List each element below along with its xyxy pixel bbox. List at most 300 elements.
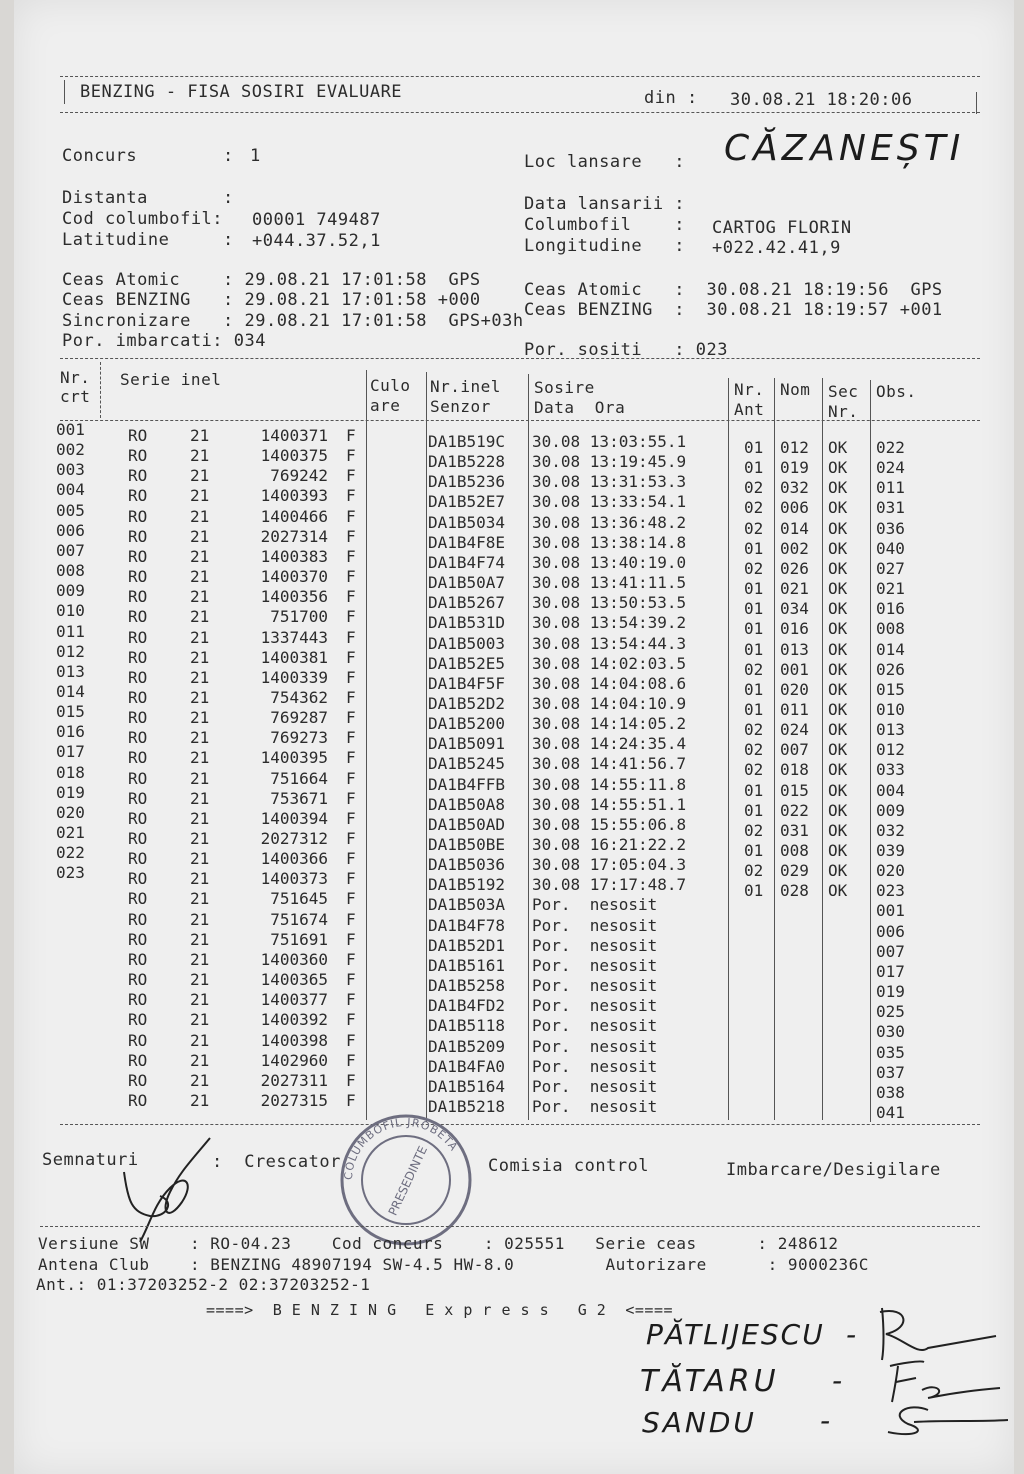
cell-an: 21	[190, 929, 210, 949]
cell-sex: F	[346, 970, 356, 990]
cell-obs: 021	[876, 579, 905, 599]
cell-senzor: DA1B5228	[428, 452, 506, 472]
cell-obs: 038	[876, 1082, 905, 1102]
commission-signatures	[868, 1298, 1008, 1448]
cell-sec: OK	[828, 538, 848, 558]
cell-ant: 02	[744, 760, 764, 780]
cell-tara: RO	[128, 990, 148, 1010]
cell-obs: 040	[876, 538, 905, 558]
cell-obs: 019	[876, 982, 905, 1002]
cell-sex: F	[346, 687, 356, 707]
cell-ant: 02	[744, 558, 764, 578]
ceas-atomic-end: Ceas Atomic : 30.08.21 18:19:56 GPS	[524, 280, 943, 300]
cell-sosire: 30.08 13:54:44.3	[532, 633, 687, 653]
cell-inel: 1337443	[260, 627, 328, 647]
cell-sosire: 30.08 14:02:03.5	[532, 653, 687, 673]
cell-tara: RO	[128, 768, 148, 788]
cell-inel: 751700	[270, 607, 328, 627]
cell-ant: 01	[744, 599, 764, 619]
cell-nr: 017	[56, 742, 85, 762]
cell-nr: 011	[56, 621, 85, 641]
cell-ant: 01	[744, 538, 764, 558]
cell-sec: OK	[828, 800, 848, 820]
cell-an: 21	[190, 849, 210, 869]
cell-nr: 016	[56, 722, 85, 742]
cell-sosire: 30.08 13:41:11.5	[532, 573, 687, 593]
cell-an: 21	[190, 687, 210, 707]
cell-an: 21	[190, 486, 210, 506]
cell-nr: 005	[56, 500, 85, 520]
data-lansarii-label: Data lansarii :	[524, 194, 686, 214]
cell-nom: 007	[780, 740, 809, 760]
cell-inel: 1400383	[260, 546, 328, 566]
cell-obs: 035	[876, 1042, 905, 1062]
cell-nom: 006	[780, 498, 809, 518]
cell-sex: F	[346, 808, 356, 828]
cell-sex: F	[346, 708, 356, 728]
col-nom: Nom	[780, 380, 811, 399]
cell-an: 21	[190, 627, 210, 647]
cell-tara: RO	[128, 849, 148, 869]
cell-senzor: DA1B5091	[428, 734, 506, 754]
cell-sex: F	[346, 486, 356, 506]
col-obs: Obs.	[876, 382, 917, 401]
cell-ant: 02	[744, 498, 764, 518]
columbofil-label: Columbofil :	[524, 215, 686, 235]
cell-tara: RO	[128, 1010, 148, 1030]
cell-obs: 012	[876, 740, 905, 760]
header-top-rule	[60, 76, 980, 77]
cell-inel: 751664	[270, 768, 328, 788]
cell-an: 21	[190, 667, 210, 687]
cell-inel: 751691	[270, 929, 328, 949]
cell-nr: 013	[56, 661, 85, 681]
cell-obs: 023	[876, 881, 905, 901]
cell-sosire: 30.08 16:21:22.2	[532, 835, 687, 854]
cell-tara: RO	[128, 929, 148, 949]
cell-tara: RO	[128, 970, 148, 990]
cell-an: 21	[190, 990, 210, 1010]
col-nr-ant: Nr. Ant	[734, 380, 765, 419]
cell-sosire: Por. nesosit	[532, 1036, 658, 1056]
long-value: +022.42.41,9	[712, 238, 841, 258]
cell-inel: 1400392	[260, 1010, 328, 1030]
cell-sex: F	[346, 587, 356, 607]
stamp-outer-text: COLUMBOFIL JROBETA	[341, 1115, 461, 1181]
cell-an: 21	[190, 728, 210, 748]
cell-sex: F	[346, 1030, 356, 1050]
cell-obs: 025	[876, 1002, 905, 1022]
cell-sosire: Por. nesosit	[532, 1016, 658, 1036]
distanta-label: Distanta :	[62, 188, 234, 208]
cell-nr: 021	[56, 823, 85, 842]
cell-tara: RO	[128, 627, 148, 647]
cell-sex: F	[346, 929, 356, 949]
cell-nom: 011	[780, 699, 809, 719]
cell-an: 21	[190, 1070, 210, 1090]
header-right-border	[976, 92, 977, 114]
cell-an: 21	[190, 869, 210, 889]
cell-an: 21	[190, 567, 210, 587]
cell-an: 21	[190, 808, 210, 828]
cell-obs: 013	[876, 720, 905, 740]
cell-nr: 023	[56, 863, 85, 883]
cell-senzor: DA1B52E5	[428, 653, 506, 673]
cell-sosire: 30.08 14:04:10.9	[532, 693, 687, 713]
cell-senzor: DA1B5258	[428, 976, 506, 996]
cell-inel: 1400370	[260, 567, 328, 587]
cell-an: 21	[190, 446, 210, 466]
cell-obs: 008	[876, 619, 905, 639]
cell-senzor: DA1B50A8	[428, 794, 506, 814]
cell-nom: 013	[780, 639, 809, 659]
cell-tara: RO	[128, 546, 148, 566]
cell-inel: 1400375	[260, 446, 328, 466]
cell-an: 21	[190, 1010, 210, 1030]
cell-sec: OK	[828, 518, 848, 538]
cell-inel: 1400365	[260, 970, 328, 990]
cell-nr: 019	[56, 782, 85, 802]
cell-obs: 006	[876, 921, 905, 941]
cell-obs: 011	[876, 478, 905, 498]
cell-nom: 012	[780, 438, 809, 457]
cell-tara: RO	[128, 446, 148, 466]
cell-sec: OK	[828, 579, 848, 599]
cell-ant: 01	[744, 639, 764, 659]
long-label: Longitudine :	[524, 236, 686, 256]
antena-line: Antena Club : BENZING 48907194 SW-4.5 HW-8.0 Autorizare : 9000236C	[38, 1255, 869, 1274]
cell-sex: F	[346, 426, 356, 445]
cell-sosire: 30.08 14:55:11.8	[532, 774, 687, 794]
cell-sosire: Por. nesosit	[532, 996, 658, 1016]
cell-senzor: DA1B5192	[428, 875, 506, 895]
cell-senzor: DA1B5218	[428, 1096, 506, 1116]
date-value: 30.08.21 18:20:06	[730, 90, 913, 110]
cell-tara: RO	[128, 1090, 148, 1110]
cell-tara: RO	[128, 426, 148, 445]
cell-nr: 018	[56, 762, 85, 782]
cell-sec: OK	[828, 438, 848, 457]
cell-an: 21	[190, 647, 210, 667]
cell-inel: 1400393	[260, 486, 328, 506]
por-sositi: Por. sositi : 023	[524, 340, 728, 360]
cell-tara: RO	[128, 708, 148, 728]
cod-value: 00001 749487	[252, 210, 381, 230]
cell-nr: 009	[56, 581, 85, 601]
cell-senzor: DA1B5118	[428, 1016, 506, 1036]
cell-tara: RO	[128, 687, 148, 707]
cell-obs: 017	[876, 961, 905, 981]
table-row	[14, 1090, 1014, 1122]
header-bottom-rule	[60, 112, 980, 113]
cell-ant: 01	[744, 780, 764, 800]
cell-nom: 026	[780, 558, 809, 578]
loc-value-handwritten: CĂZANEȘTI	[724, 128, 965, 169]
cell-nom: 024	[780, 720, 809, 740]
cell-inel: 754362	[270, 687, 328, 707]
cell-nom: 029	[780, 861, 809, 881]
cell-tara: RO	[128, 607, 148, 627]
cell-an: 21	[190, 949, 210, 969]
cell-senzor: DA1B4F74	[428, 552, 506, 572]
cell-nr: 015	[56, 702, 85, 722]
cell-sex: F	[346, 627, 356, 647]
cell-sex: F	[346, 788, 356, 808]
cell-sosire: 30.08 14:55:51.1	[532, 794, 687, 814]
cell-sosire: Por. nesosit	[532, 955, 658, 975]
lat-label: Latitudine :	[62, 230, 234, 250]
cell-senzor: DA1B4F78	[428, 915, 506, 935]
cell-nr: 006	[56, 520, 85, 540]
table-header-rule	[60, 420, 980, 421]
cell-tara: RO	[128, 647, 148, 667]
commission-dash-3: -	[820, 1404, 831, 1437]
cell-nom: 020	[780, 679, 809, 699]
cell-tara: RO	[128, 486, 148, 506]
cell-tara: RO	[128, 748, 148, 768]
cell-senzor: DA1B50A7	[428, 573, 506, 593]
cell-inel: 751645	[270, 889, 328, 909]
cell-obs: 026	[876, 659, 905, 679]
cell-sosire: Por. nesosit	[532, 1056, 658, 1076]
cell-inel: 1400395	[260, 748, 328, 768]
cell-senzor: DA1B4FFB	[428, 774, 506, 794]
cell-inel: 1402960	[260, 1050, 328, 1070]
cell-sosire: 30.08 14:04:08.6	[532, 673, 687, 693]
cell-sex: F	[346, 1050, 356, 1070]
cell-an: 21	[190, 526, 210, 546]
cell-sec: OK	[828, 720, 848, 740]
cell-tara: RO	[128, 949, 148, 969]
cell-senzor: DA1B5003	[428, 633, 506, 653]
cell-sosire: Por. nesosit	[532, 1076, 658, 1096]
cell-ant: 01	[744, 699, 764, 719]
cell-sosire: Por. nesosit	[532, 1096, 658, 1116]
commission-dash-1: -	[846, 1318, 857, 1351]
cell-sex: F	[346, 768, 356, 788]
table-bottom-rule	[60, 1124, 980, 1125]
cell-senzor: DA1B52D1	[428, 935, 506, 955]
cell-nr: 003	[56, 460, 85, 480]
cell-sec: OK	[828, 639, 848, 659]
cell-obs: 007	[876, 941, 905, 961]
cell-tara: RO	[128, 1030, 148, 1050]
date-label: din :	[644, 88, 698, 108]
ceas-atomic-start: Ceas Atomic : 29.08.21 17:01:58 GPS	[62, 270, 481, 290]
col-nr-inel-senzor: Nr.inel Senzor	[430, 377, 501, 416]
cell-an: 21	[190, 970, 210, 990]
cell-inel: 2027314	[260, 526, 328, 546]
cell-sosire: Por. nesosit	[532, 895, 658, 915]
cell-sosire: Por. nesosit	[532, 935, 658, 955]
cell-obs: 037	[876, 1062, 905, 1082]
cell-ant: 02	[744, 518, 764, 538]
cod-label: Cod columbofil:	[62, 209, 224, 229]
cell-sosire: 30.08 13:31:53.3	[532, 472, 687, 492]
cell-obs: 016	[876, 599, 905, 619]
col-serie-inel: Serie inel	[120, 370, 222, 389]
cell-sosire: 30.08 13:36:48.2	[532, 512, 687, 532]
cell-sosire: 30.08 17:05:04.3	[532, 855, 687, 875]
cell-nom: 032	[780, 478, 809, 498]
cell-obs: 022	[876, 438, 905, 457]
cell-an: 21	[190, 506, 210, 526]
cell-inel: 1400466	[260, 506, 328, 526]
cell-tara: RO	[128, 587, 148, 607]
cell-sosire: 30.08 13:54:39.2	[532, 613, 687, 633]
cell-an: 21	[190, 708, 210, 728]
cell-obs: 020	[876, 861, 905, 881]
cell-an: 21	[190, 607, 210, 627]
cell-sex: F	[346, 526, 356, 546]
cell-sex: F	[346, 667, 356, 687]
cell-tara: RO	[128, 788, 148, 808]
cell-sosire: 30.08 14:41:56.7	[532, 754, 687, 774]
club-stamp	[336, 1110, 476, 1250]
cell-inel: 751674	[270, 909, 328, 929]
cell-nr: 010	[56, 601, 85, 621]
cell-tara: RO	[128, 667, 148, 687]
cell-obs: 009	[876, 800, 905, 820]
cell-inel: 1400356	[260, 587, 328, 607]
col-sec-nr: Sec Nr.	[828, 382, 859, 421]
cell-sex: F	[346, 466, 356, 486]
imbarcare-label: Imbarcare/Desigilare	[726, 1160, 941, 1180]
cell-sosire: Por. nesosit	[532, 915, 658, 935]
cell-nr: 012	[56, 641, 85, 661]
cell-obs: 041	[876, 1102, 905, 1122]
comisia-control-label: Comisia control	[488, 1156, 650, 1176]
cell-senzor: DA1B4F8E	[428, 532, 506, 552]
cell-obs: 031	[876, 498, 905, 518]
cell-sosire: Por. nesosit	[532, 976, 658, 996]
cell-an: 21	[190, 829, 210, 848]
footer-rule	[40, 1226, 980, 1227]
commission-dash-2: -	[832, 1364, 843, 1397]
stamp-inner-text: PRESEDINTE	[385, 1143, 431, 1218]
cell-sex: F	[346, 990, 356, 1010]
cell-tara: RO	[128, 1050, 148, 1070]
cell-tara: RO	[128, 526, 148, 546]
col-nr-crt: Nr. crt	[60, 368, 91, 406]
cell-nom: 019	[780, 458, 809, 478]
cell-ant: 01	[744, 619, 764, 639]
cell-sec: OK	[828, 780, 848, 800]
table-top-rule	[60, 358, 980, 359]
cell-inel: 2027315	[260, 1090, 328, 1110]
cell-sex: F	[346, 546, 356, 566]
cell-sosire: 30.08 13:38:14.8	[532, 532, 687, 552]
cell-nr: 004	[56, 480, 85, 500]
cell-sosire: 30.08 14:24:35.4	[532, 734, 687, 754]
cell-nr: 002	[56, 440, 85, 460]
cell-nom: 008	[780, 841, 809, 860]
cell-inel: 1400366	[260, 849, 328, 869]
cell-senzor: DA1B5236	[428, 472, 506, 492]
cell-senzor: DA1B4FD2	[428, 996, 506, 1016]
cell-an: 21	[190, 1090, 210, 1110]
cell-sex: F	[346, 949, 356, 969]
cell-obs: 024	[876, 458, 905, 478]
cell-inel: 1400371	[260, 426, 328, 445]
cell-ant: 01	[744, 679, 764, 699]
cell-ant: 01	[744, 579, 764, 599]
cell-an: 21	[190, 466, 210, 486]
cell-senzor: DA1B5200	[428, 714, 506, 734]
header-left-border	[64, 80, 65, 104]
cell-sosire: 30.08 13:03:55.1	[532, 432, 687, 451]
cell-obs: 030	[876, 1022, 905, 1042]
cell-senzor: DA1B5036	[428, 855, 506, 875]
crescator-label: : Crescator	[212, 1152, 341, 1172]
cell-an: 21	[190, 1030, 210, 1050]
cell-senzor: DA1B52E7	[428, 492, 506, 512]
cell-senzor: DA1B52D2	[428, 693, 506, 713]
cell-inel: 1400381	[260, 647, 328, 667]
cell-obs: 001	[876, 901, 905, 921]
ceas-benzing-end: Ceas BENZING : 30.08.21 18:19:57 +001	[524, 300, 943, 320]
commission-name-1: PĂTLIJESCU	[646, 1318, 825, 1351]
cell-obs: 033	[876, 760, 905, 780]
cell-ant: 01	[744, 458, 764, 478]
cell-inel: 2027311	[260, 1070, 328, 1090]
ant-line: Ant.: 01:37203252-2 02:37203252-1	[36, 1275, 371, 1294]
cell-senzor: DA1B50BE	[428, 835, 506, 854]
cell-obs: 014	[876, 639, 905, 659]
lat-value: +044.37.52,1	[252, 231, 381, 251]
semnaturi-label: Semnaturi	[42, 1150, 139, 1170]
cell-sex: F	[346, 647, 356, 667]
col-sep-nr	[100, 362, 101, 418]
cell-an: 21	[190, 768, 210, 788]
cell-an: 21	[190, 788, 210, 808]
cell-tara: RO	[128, 829, 148, 848]
cell-ant: 02	[744, 478, 764, 498]
cell-obs: 036	[876, 518, 905, 538]
cell-tara: RO	[128, 909, 148, 929]
cell-sex: F	[346, 506, 356, 526]
cell-tara: RO	[128, 466, 148, 486]
cell-sex: F	[346, 1090, 356, 1110]
cell-sosire: 30.08 13:19:45.9	[532, 452, 687, 472]
cell-senzor: DA1B50AD	[428, 814, 506, 834]
cell-ant: 01	[744, 800, 764, 820]
cell-nr: 022	[56, 843, 85, 863]
cell-sex: F	[346, 849, 356, 869]
cell-an: 21	[190, 909, 210, 929]
cell-an: 21	[190, 546, 210, 566]
cell-an: 21	[190, 587, 210, 607]
document-page	[14, 0, 1014, 1474]
cell-senzor: DA1B5161	[428, 955, 506, 975]
concurs-value: 1	[250, 146, 261, 166]
cell-sosire: 30.08 17:17:48.7	[532, 875, 687, 895]
cell-an: 21	[190, 889, 210, 909]
cell-sosire: 30.08 14:14:05.2	[532, 714, 687, 734]
cell-sex: F	[346, 869, 356, 889]
cell-sosire: 30.08 15:55:06.8	[532, 814, 687, 834]
cell-inel: 769273	[270, 728, 328, 748]
cell-tara: RO	[128, 567, 148, 587]
col-sosire: Sosire Data Ora	[534, 378, 626, 417]
col-culoare: Culo are	[370, 376, 411, 415]
versiune-line: Versiune SW : RO-04.23 Cod concurs : 025551 Serie ceas : 248612	[38, 1234, 839, 1253]
cell-an: 21	[190, 748, 210, 768]
commission-name-3: SANDU	[642, 1406, 757, 1439]
cell-obs: 032	[876, 820, 905, 840]
cell-nom: 018	[780, 760, 809, 780]
cell-ant: 01	[744, 438, 764, 457]
